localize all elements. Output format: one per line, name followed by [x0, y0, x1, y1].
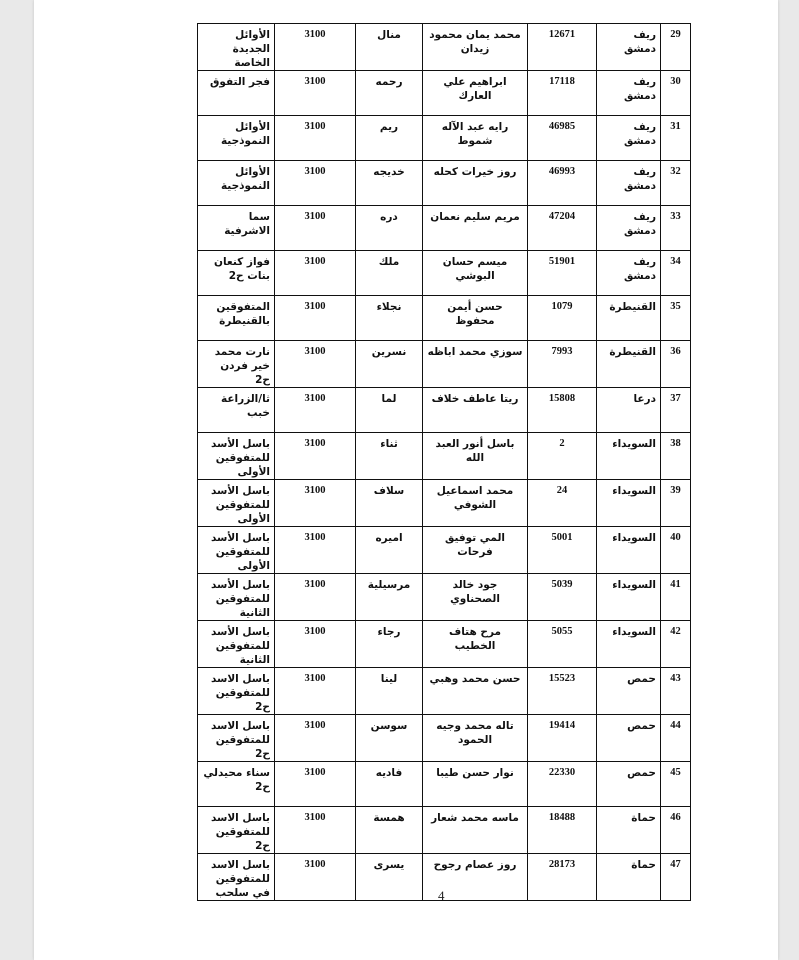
- mother-name-cell: فاديه: [356, 762, 423, 807]
- student-name-cell: ميسم حسان البوشي: [423, 251, 528, 296]
- school-name-cell: فواز كنعان بنات ح2: [198, 251, 275, 296]
- mother-name-cell: لما: [356, 388, 423, 433]
- school-name-cell: سما الاشرفية: [198, 206, 275, 251]
- table-row: [198, 762, 691, 807]
- results-table: [197, 23, 691, 901]
- score-cell: 3100: [275, 116, 356, 161]
- school-name-cell: فجر التفوق: [198, 71, 275, 116]
- row-number: 46: [661, 807, 691, 854]
- mother-name-cell: نجلاء: [356, 296, 423, 341]
- document-page: [34, 0, 778, 960]
- mother-name-cell: دره: [356, 206, 423, 251]
- school-name-cell: باسل الأسد للمتفوقين الأولى: [198, 527, 275, 574]
- student-name-cell: مريم سليم نعمان: [423, 206, 528, 251]
- school-name-cell: باسل الاسد للمتفوقين ح2: [198, 715, 275, 762]
- exam-number-cell: 5001: [528, 527, 597, 574]
- student-name-cell: نوار حسن طيبا: [423, 762, 528, 807]
- exam-number-cell: 51901: [528, 251, 597, 296]
- exam-number-cell: 22330: [528, 762, 597, 807]
- row-number: 34: [661, 251, 691, 296]
- governorate-cell: ريف دمشق: [597, 24, 661, 71]
- school-name-cell: باسل الاسد للمتفوقين ح2: [198, 807, 275, 854]
- mother-name-cell: ملك: [356, 251, 423, 296]
- exam-number-cell: 2: [528, 433, 597, 480]
- exam-number-cell: 5055: [528, 621, 597, 668]
- exam-number-cell: 12671: [528, 24, 597, 71]
- row-number: 41: [661, 574, 691, 621]
- exam-number-cell: 17118: [528, 71, 597, 116]
- governorate-cell: السويداء: [597, 574, 661, 621]
- exam-number-cell: 46993: [528, 161, 597, 206]
- school-name-cell: الأوائل النموذجية: [198, 116, 275, 161]
- table-row: [198, 433, 691, 480]
- score-cell: 3100: [275, 388, 356, 433]
- mother-name-cell: خديجه: [356, 161, 423, 206]
- table-row: [198, 480, 691, 527]
- governorate-cell: حماة: [597, 807, 661, 854]
- row-number: 45: [661, 762, 691, 807]
- mother-name-cell: سوسن: [356, 715, 423, 762]
- exam-number-cell: 19414: [528, 715, 597, 762]
- page-number: 4: [438, 888, 445, 903]
- student-name-cell: ريتا عاطف خلاف: [423, 388, 528, 433]
- score-cell: 3100: [275, 161, 356, 206]
- table-row: [198, 527, 691, 574]
- student-name-cell: رايه عبد الآله شموط: [423, 116, 528, 161]
- governorate-cell: حمص: [597, 762, 661, 807]
- student-name-cell: محمد اسماعيل الشوفي: [423, 480, 528, 527]
- row-number: 33: [661, 206, 691, 251]
- score-cell: 3100: [275, 251, 356, 296]
- table-row: [198, 388, 691, 433]
- school-name-cell: الأوائل النموذجية: [198, 161, 275, 206]
- governorate-cell: القنيطرة: [597, 341, 661, 388]
- row-number: 42: [661, 621, 691, 668]
- row-number: 32: [661, 161, 691, 206]
- governorate-cell: السويداء: [597, 480, 661, 527]
- row-number: 37: [661, 388, 691, 433]
- score-cell: 3100: [275, 715, 356, 762]
- exam-number-cell: 24: [528, 480, 597, 527]
- score-cell: 3100: [275, 71, 356, 116]
- student-name-cell: محمد يمان محمود زيدان: [423, 24, 528, 71]
- score-cell: 3100: [275, 527, 356, 574]
- exam-number-cell: 1079: [528, 296, 597, 341]
- student-name-cell: ماسه محمد شعار: [423, 807, 528, 854]
- score-cell: 3100: [275, 206, 356, 251]
- governorate-cell: السويداء: [597, 527, 661, 574]
- mother-name-cell: اميره: [356, 527, 423, 574]
- governorate-cell: حماة: [597, 854, 661, 901]
- student-name-cell: روز خيرات كحله: [423, 161, 528, 206]
- student-name-cell: سوزي محمد اباظه: [423, 341, 528, 388]
- student-name-cell: المي توفيق فرحات: [423, 527, 528, 574]
- governorate-cell: حمص: [597, 715, 661, 762]
- exam-number-cell: 47204: [528, 206, 597, 251]
- student-name-cell: روز عصام رجوح: [423, 854, 528, 901]
- school-name-cell: الأوائل الجديدة الخاصة: [198, 24, 275, 71]
- student-name-cell: باسل أنور العبد الله: [423, 433, 528, 480]
- governorate-cell: السويداء: [597, 621, 661, 668]
- student-name-cell: مرح هتاف الخطيب: [423, 621, 528, 668]
- score-cell: 3100: [275, 574, 356, 621]
- score-cell: 3100: [275, 762, 356, 807]
- score-cell: 3100: [275, 296, 356, 341]
- row-number: 38: [661, 433, 691, 480]
- row-number: 47: [661, 854, 691, 901]
- school-name-cell: باسل الاسد للمتفوقين ح2: [198, 668, 275, 715]
- mother-name-cell: ريم: [356, 116, 423, 161]
- governorate-cell: ريف دمشق: [597, 206, 661, 251]
- governorate-cell: السويداء: [597, 433, 661, 480]
- table-row: [198, 574, 691, 621]
- mother-name-cell: يسرى: [356, 854, 423, 901]
- school-name-cell: سناء محيدلي ح2: [198, 762, 275, 807]
- governorate-cell: ريف دمشق: [597, 251, 661, 296]
- exam-number-cell: 18488: [528, 807, 597, 854]
- student-name-cell: ابراهيم علي العارك: [423, 71, 528, 116]
- school-name-cell: باسل الأسد للمتفوقين الثانية: [198, 574, 275, 621]
- table-row: [198, 341, 691, 388]
- row-number: 44: [661, 715, 691, 762]
- exam-number-cell: 7993: [528, 341, 597, 388]
- school-name-cell: باسل الأسد للمتفوقين الأولى: [198, 480, 275, 527]
- row-number: 29: [661, 24, 691, 71]
- mother-name-cell: رجاء: [356, 621, 423, 668]
- score-cell: 3100: [275, 668, 356, 715]
- mother-name-cell: نسرين: [356, 341, 423, 388]
- student-name-cell: جود خالد الصحناوي: [423, 574, 528, 621]
- mother-name-cell: مرسيلية: [356, 574, 423, 621]
- exam-number-cell: 15523: [528, 668, 597, 715]
- governorate-cell: درعا: [597, 388, 661, 433]
- row-number: 35: [661, 296, 691, 341]
- student-name-cell: تاله محمد وجيه الحمود: [423, 715, 528, 762]
- table-row: [198, 621, 691, 668]
- table-row: [198, 296, 691, 341]
- mother-name-cell: همسة: [356, 807, 423, 854]
- row-number: 39: [661, 480, 691, 527]
- governorate-cell: القنيطرة: [597, 296, 661, 341]
- table-row: [198, 116, 691, 161]
- score-cell: 3100: [275, 433, 356, 480]
- school-name-cell: ثا/الزراعة خبب: [198, 388, 275, 433]
- student-name-cell: حسن محمد وهبي: [423, 668, 528, 715]
- table-row: [198, 668, 691, 715]
- mother-name-cell: سلاف: [356, 480, 423, 527]
- governorate-cell: ريف دمشق: [597, 71, 661, 116]
- results-table-body: [198, 24, 691, 901]
- row-number: 36: [661, 341, 691, 388]
- row-number: 40: [661, 527, 691, 574]
- mother-name-cell: رحمه: [356, 71, 423, 116]
- score-cell: 3100: [275, 24, 356, 71]
- score-cell: 3100: [275, 854, 356, 901]
- table-row: [198, 807, 691, 854]
- row-number: 30: [661, 71, 691, 116]
- governorate-cell: ريف دمشق: [597, 116, 661, 161]
- table-row: [198, 71, 691, 116]
- school-name-cell: نارت محمد خير فردن ح2: [198, 341, 275, 388]
- score-cell: 3100: [275, 807, 356, 854]
- table-row: [198, 161, 691, 206]
- score-cell: 3100: [275, 621, 356, 668]
- table-row: [198, 251, 691, 296]
- table-row: [198, 206, 691, 251]
- mother-name-cell: منال: [356, 24, 423, 71]
- school-name-cell: باسل الأسد للمتفوقين الأولى: [198, 433, 275, 480]
- mother-name-cell: لينا: [356, 668, 423, 715]
- exam-number-cell: 28173: [528, 854, 597, 901]
- score-cell: 3100: [275, 341, 356, 388]
- student-name-cell: حسن أيمن محفوظ: [423, 296, 528, 341]
- table-row: [198, 715, 691, 762]
- governorate-cell: ريف دمشق: [597, 161, 661, 206]
- exam-number-cell: 15808: [528, 388, 597, 433]
- exam-number-cell: 46985: [528, 116, 597, 161]
- mother-name-cell: ثناء: [356, 433, 423, 480]
- exam-number-cell: 5039: [528, 574, 597, 621]
- school-name-cell: باسل الأسد للمتفوقين الثانية: [198, 621, 275, 668]
- row-number: 43: [661, 668, 691, 715]
- governorate-cell: حمص: [597, 668, 661, 715]
- score-cell: 3100: [275, 480, 356, 527]
- row-number: 31: [661, 116, 691, 161]
- table-row: [198, 24, 691, 71]
- school-name-cell: المتفوقين بالقنيطرة: [198, 296, 275, 341]
- school-name-cell: باسل الاسد للمتفوقين في سلحب: [198, 854, 275, 901]
